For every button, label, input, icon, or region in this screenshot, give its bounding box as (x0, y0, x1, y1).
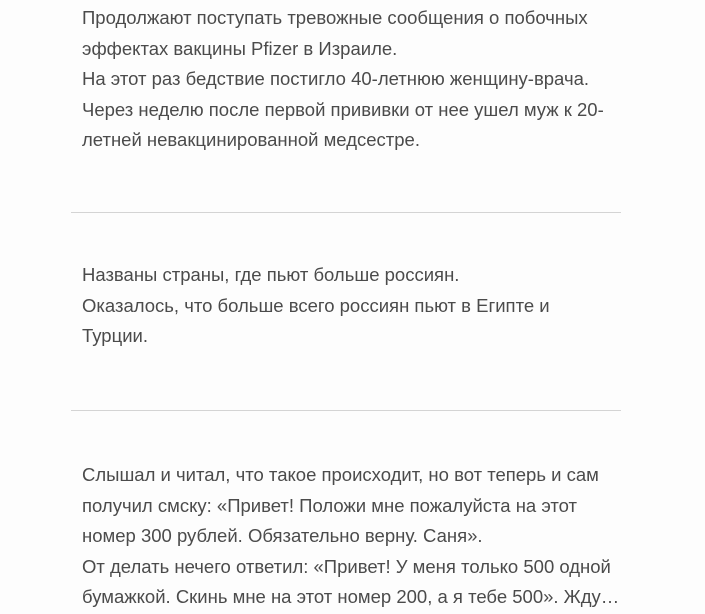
post-text-line: Турции. (82, 325, 148, 346)
joke-post (82, 260, 622, 352)
post-text-line: На этот раз бедствие постигло 40-летнюю женщину-врача. (82, 68, 590, 89)
post-text-line: Продолжают поступать тревожные сообщения о побочных (82, 7, 588, 28)
joke-post (82, 3, 622, 156)
post-text-line: Слышал и читал, что такое происходит, но вот теперь и сам (82, 464, 599, 485)
post-text-line: номер 300 рублей. Обязательно верну. Саня». (82, 525, 483, 546)
post-divider (71, 212, 621, 213)
post-text-line: бумажкой. Скинь мне на этот номер 200, а я тебе 500». Жду… (82, 586, 620, 607)
post-divider (71, 410, 621, 411)
post-text-line: Оказалось, что больше всего россиян пьют в Египте и (82, 294, 550, 316)
post-text-line: получил смску: «Привет! Положи мне пожалуйста на этот (82, 494, 578, 516)
post-text-line: От делать нечего ответил: «Привет! У меня только 500 одной (82, 555, 611, 577)
joke-post (82, 460, 622, 613)
post-text-line: эффектах вакцины Pfizer в Израиле. (82, 37, 398, 59)
post-text-line: Названы страны, где пьют больше россиян. (82, 264, 460, 285)
post-text-line: летней невакцинированной медсестре. (82, 129, 420, 150)
post-text-line: Через неделю после первой прививки от нее ушел муж к 20- (82, 98, 604, 120)
